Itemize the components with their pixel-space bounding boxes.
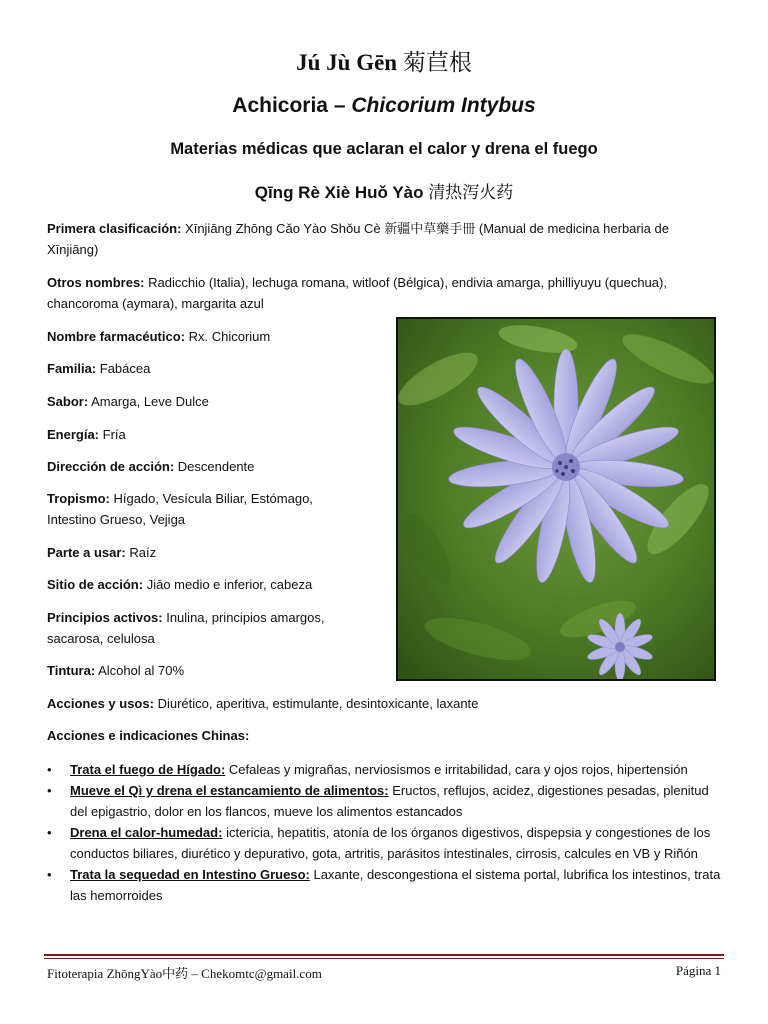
bullet-icon: • [47, 825, 52, 840]
indication-title: Mueve el Qì y drena el estancamiento de alimentos: [70, 783, 389, 798]
list-item [47, 864, 722, 906]
field-value: Fabácea [99, 361, 151, 376]
field-value: Fría [102, 427, 126, 442]
indication-title: Trata la sequedad en Intestino Grueso: [70, 867, 310, 882]
field-value: Amarga, Leve Dulce [91, 394, 209, 409]
field-label: Primera clasificación: [47, 221, 182, 236]
chinese-title: 菊苣根 [402, 50, 472, 75]
field-tropismo [47, 488, 347, 530]
field-value: Diurético, aperitiva, estimulante, desintoxicante, laxante [157, 696, 479, 711]
field-energia [47, 424, 347, 445]
flower-image [398, 319, 714, 679]
field-label: Parte a usar: [47, 545, 126, 560]
field-value: Xīnjiāng Zhōng Cǎo Yào Shǒu Cè 新疆中草藥手冊 (Manual de medicina herbaria de Xīnjiāng) [47, 221, 669, 257]
category-title: Materias médicas que aclaran el calor y drena el fuego [170, 140, 598, 158]
footer-divider [44, 954, 724, 956]
field-label: Energía: [47, 427, 100, 442]
indication-text: Eructos, reflujos, acidez, digestiones pesadas, plenitud del epigastrio, dolor en los flancos, mueve los alimentos estancados [70, 783, 709, 819]
indication-text: Laxante, descongestiona el sistema portal, lubrifica los intestinos, trata las hemorroides [70, 867, 721, 903]
footer-left-text: Fitoterapia ZhōngYào中药 – Chekomtc@gmail.com [47, 966, 322, 981]
field-parte-usar [47, 542, 347, 563]
field-nombre-farmaceutico [47, 326, 347, 347]
field-label: Otros nombres: [47, 275, 145, 290]
field-label: Principios activos: [47, 610, 163, 625]
category-chinese-title [0, 178, 768, 203]
field-label: Tropismo: [47, 491, 110, 506]
footer-divider-thin [44, 958, 724, 959]
species-title [0, 94, 768, 118]
field-value: Hígado, Vesícula Biliar, Estómago, Intestino Grueso, Vejiga [47, 491, 313, 527]
field-value: Alcohol al 70% [98, 663, 185, 678]
bullet-icon: • [47, 867, 52, 882]
field-value: Descendente [177, 459, 255, 474]
bullet-icon: • [47, 762, 52, 777]
field-otros-nombres [47, 272, 715, 314]
category-pinyin: Qīng Rè Xiè Huǒ Yào [254, 183, 424, 202]
field-label: Familia: [47, 361, 97, 376]
field-value: Rx. Chicorium [188, 329, 271, 344]
field-label: Nombre farmacéutico: [47, 329, 185, 344]
spanish-name: Achicoria – [232, 94, 346, 117]
field-acciones-usos [47, 693, 715, 714]
indication-text: ictericia, hepatitis, atonía de los órganos digestivos, dispepsia y congestiones de los conductos biliares, diurético y depurativo, gota, artritis, parásitos intestinales, cirrosis, calcules en VB y Riñón [70, 825, 711, 861]
field-value: Inulina, principios amargos, sacarosa, celulosa [47, 610, 325, 646]
field-acciones-chinas [47, 725, 715, 746]
indication-text: Cefaleas y migrañas, nerviosismos e irritabilidad, cara y ojos rojos, hipertensión [228, 762, 688, 777]
field-label: Acciones y usos: [47, 696, 154, 711]
list-item [47, 780, 722, 822]
field-primera-clasificacion [47, 218, 715, 260]
list-item [47, 759, 722, 780]
field-familia [47, 358, 347, 379]
field-tintura [47, 660, 347, 681]
field-label: Acciones e indicaciones Chinas: [47, 728, 250, 743]
bullet-icon: • [47, 783, 52, 798]
list-item [47, 822, 722, 864]
indication-title: Trata el fuego de Hígado: [70, 762, 226, 777]
pinyin-title: Jú Jù Gēn [296, 50, 398, 75]
chinese-indications-list [47, 759, 722, 906]
latin-name: Chicorium Intybus [351, 94, 536, 117]
field-value: Raíz [129, 545, 157, 560]
page-number: Página 1 [675, 963, 721, 978]
field-sitio-accion [47, 574, 347, 595]
document-title [0, 44, 768, 77]
field-value: Jiāo medio e inferior, cabeza [146, 577, 313, 592]
field-label: Sitio de acción: [47, 577, 144, 592]
category-chinese: 清热泻火药 [428, 183, 514, 202]
field-sabor [47, 391, 347, 412]
field-direccion-accion [47, 456, 347, 477]
chicory-flower-photo [396, 317, 716, 681]
field-label: Dirección de acción: [47, 459, 175, 474]
field-principios-activos [47, 607, 347, 649]
field-value: Radicchio (Italia), lechuga romana, witloof (Bélgica), endivia amarga, philliyuyu (quechua), chancoroma (aymara), margarita azul [47, 275, 667, 311]
indication-title: Drena el calor-humedad: [70, 825, 223, 840]
field-label: Sabor: [47, 394, 89, 409]
field-label: Tintura: [47, 663, 96, 678]
